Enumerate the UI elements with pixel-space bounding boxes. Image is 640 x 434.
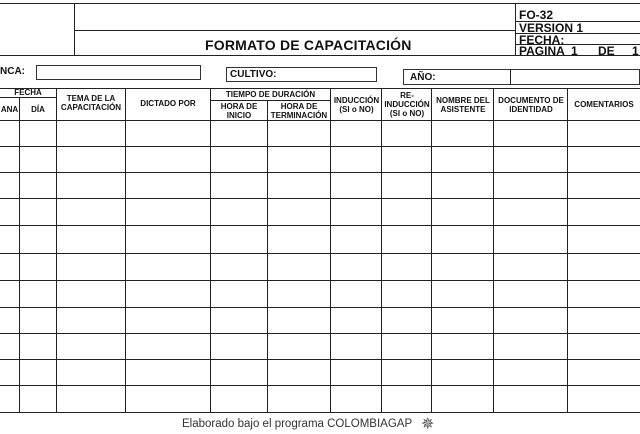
col-line-nombre-documento	[493, 88, 494, 412]
col-line-dictado-inicio	[210, 88, 211, 412]
col-line-reinduccion-nombre	[431, 88, 432, 412]
document-title: FORMATO DE CAPACITACIÓN	[205, 37, 412, 53]
table-row-line-2	[0, 172, 640, 173]
anio-label: AÑO:	[410, 72, 436, 83]
col-line-tema-dictado	[125, 88, 126, 412]
col-line-documento-comentarios	[567, 88, 568, 412]
table-row-line-9	[0, 359, 640, 360]
table-row-line-10	[0, 385, 640, 386]
page-total: 1	[632, 44, 639, 58]
col-header-tiempo: TIEMPO DE DURACIÓN	[225, 90, 316, 99]
col-header-dictado: DICTADO POR	[140, 98, 196, 108]
cultivo-label: CULTIVO:	[230, 69, 277, 80]
col-header-fecha: FECHA	[14, 88, 42, 97]
col-header-hora-termino: HORA DE TERMINACIÓN	[270, 101, 328, 120]
col-header-reinduccion: RE-INDUCCIÓN (SI o NO)	[384, 91, 430, 118]
anio-field[interactable]	[403, 69, 640, 85]
footer-text: Elaborado bajo el programa COLOMBIAGAP	[182, 418, 413, 430]
header-top-border	[0, 3, 640, 4]
finca-field[interactable]	[36, 65, 201, 80]
document-date-label: FECHA:	[519, 33, 565, 47]
table-row-line-6	[0, 280, 640, 281]
table-header-bottom	[0, 120, 640, 121]
document-version: VERSION 1	[519, 21, 584, 35]
page-number: 1	[571, 44, 578, 58]
col-header-tema: TEMA DE LA CAPACITACIÓN	[60, 94, 122, 112]
col-header-induccion: INDUCCIÓN (SI o NO)	[333, 95, 380, 114]
table-row-line-4	[0, 225, 640, 226]
table-row-line-3	[0, 198, 640, 199]
page-of: DE	[598, 44, 615, 58]
anio-divider	[510, 69, 511, 85]
col-header-comentarios: COMENTARIOS	[574, 100, 634, 109]
col-header-semana: ANA	[0, 104, 19, 114]
colombiagap-logo-icon: ✵	[421, 416, 435, 433]
document-code: FO-32	[519, 8, 554, 22]
col-line-induccion-reinduccion	[381, 88, 382, 412]
header-left-divider	[74, 3, 75, 55]
col-line-termino-induccion	[330, 88, 331, 412]
table-bottom	[0, 412, 640, 413]
col-header-hora-inicio: HORA DE INICIO	[220, 101, 258, 120]
table-row-line-1	[0, 146, 640, 147]
table-row-line-7	[0, 307, 640, 308]
finca-label: NCA:	[0, 66, 25, 77]
col-line-semana-dia	[19, 97, 20, 412]
header-right-divider	[515, 3, 516, 55]
table-row-line-5	[0, 253, 640, 254]
col-header-nombre: NOMBRE DEL ASISTENTE	[436, 95, 490, 114]
col-header-documento: DOCUMENTO DE IDENTIDAD	[498, 95, 564, 114]
table-row-line-8	[0, 333, 640, 334]
page-label: PAGINA	[519, 44, 565, 58]
col-header-dia: DÍA	[31, 104, 45, 114]
col-line-fecha-tema	[56, 88, 57, 412]
col-line-inicio-termino	[267, 100, 268, 412]
header-mid-line	[74, 30, 515, 31]
